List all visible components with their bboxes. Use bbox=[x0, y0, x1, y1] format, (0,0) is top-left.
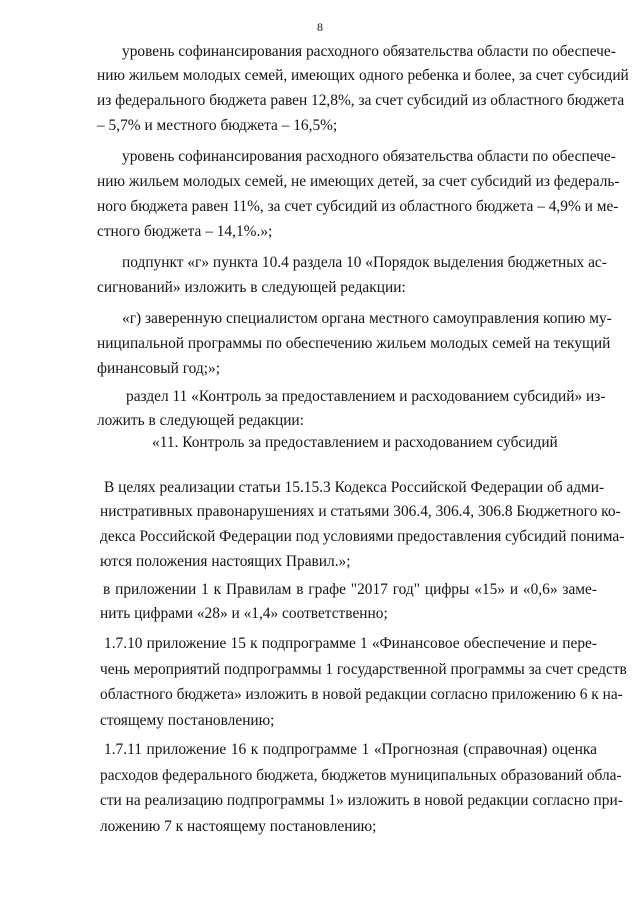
paragraph-5-line-2: ложить в следующей редакции: bbox=[97, 412, 304, 429]
paragraph-2-line-2: нию жильем молодых семей, не имеющих детей, за счет субсидий из федераль- bbox=[97, 173, 620, 190]
paragraph-2-line-3: ного бюджета равен 11%, за счет субсидий из областного бюджета – 4,9% и ме- bbox=[97, 198, 619, 215]
paragraph-2-line-4: стного бюджета – 14,1%.»; bbox=[97, 223, 273, 240]
paragraph-4-line-2: ниципальной программы по обеспечению жильем молодых семей на текущий bbox=[97, 335, 611, 352]
paragraph-5-line-1: раздел 11 «Контроль за предоставлением и расходованием субсидий» из- bbox=[126, 388, 606, 405]
paragraph-3-line-1: подпункт «г» пункта 10.4 раздела 10 «Порядок выделения бюджетных ас- bbox=[122, 254, 607, 271]
paragraph-1-line-1: уровень софинансирования расходного обязательства области по обеспече- bbox=[122, 43, 616, 60]
paragraph-1-line-2: нию жильем молодых семей, имеющих одного ребенка и более, за счет субсидий bbox=[97, 67, 629, 84]
paragraph-7-line-4: ются положения настоящих Правил.»; bbox=[100, 553, 351, 570]
paragraph-9-line-3: областного бюджета» изложить в новой редакции согласно приложению 6 к на- bbox=[100, 686, 623, 703]
section-heading: «11. Контроль за предоставлением и расходованием субсидий bbox=[152, 434, 558, 451]
paragraph-7-line-1: В целях реализации статьи 15.15.3 Кодекса Российской Федерации об адми- bbox=[104, 479, 605, 496]
paragraph-7-line-3: декса Российской Федерации под условиями предоставления субсидий понима- bbox=[100, 528, 625, 545]
paragraph-1-line-4: – 5,7% и местного бюджета – 16,5%; bbox=[97, 117, 338, 134]
paragraph-3-line-2: сигнований» изложить в следующей редакции: bbox=[97, 279, 406, 296]
paragraph-9-line-2: чень мероприятий подпрограммы 1 государственной программы за счет средств bbox=[100, 661, 627, 678]
paragraph-4-line-1: «г) заверенную специалистом органа местного самоуправления копию му- bbox=[122, 310, 612, 327]
paragraph-2-line-1: уровень софинансирования расходного обязательства области по обеспече- bbox=[122, 148, 616, 165]
paragraph-10-line-4: ложению 7 к настоящему постановлению; bbox=[100, 818, 377, 835]
paragraph-10-line-3: сти на реализацию подпрограммы 1» изложить в новой редакции согласно при- bbox=[100, 792, 623, 809]
paragraph-9-line-4: стоящему постановлению; bbox=[100, 712, 275, 729]
paragraph-8-line-1: в приложении 1 к Правилам в графе "2017 год" цифры «15» и «0,6» заме- bbox=[103, 581, 597, 598]
paragraph-10-line-1: 1.7.11 приложение 16 к подпрограмме 1 «Прогнозная (справочная) оценка bbox=[104, 741, 597, 758]
paragraph-1-line-3: из федерального бюджета равен 12,8%, за счет субсидий из областного бюджета bbox=[97, 92, 625, 109]
paragraph-7-line-2: нистративных правонарушениях и статьями 306.4, 306.4, 306.8 Бюджетного ко- bbox=[100, 503, 621, 520]
paragraph-9-line-1: 1.7.10 приложение 15 к подпрограмме 1 «Финансовое обеспечение и пере- bbox=[104, 635, 597, 652]
page-number: 8 bbox=[317, 20, 323, 34]
paragraph-10-line-2: расходов федерального бюджета, бюджетов муниципальных образований обла- bbox=[100, 767, 622, 784]
paragraph-4-line-3: финансовый год;»; bbox=[97, 360, 220, 377]
paragraph-8-line-2: нить цифрами «28» и «1,4» соответственно; bbox=[100, 605, 388, 622]
